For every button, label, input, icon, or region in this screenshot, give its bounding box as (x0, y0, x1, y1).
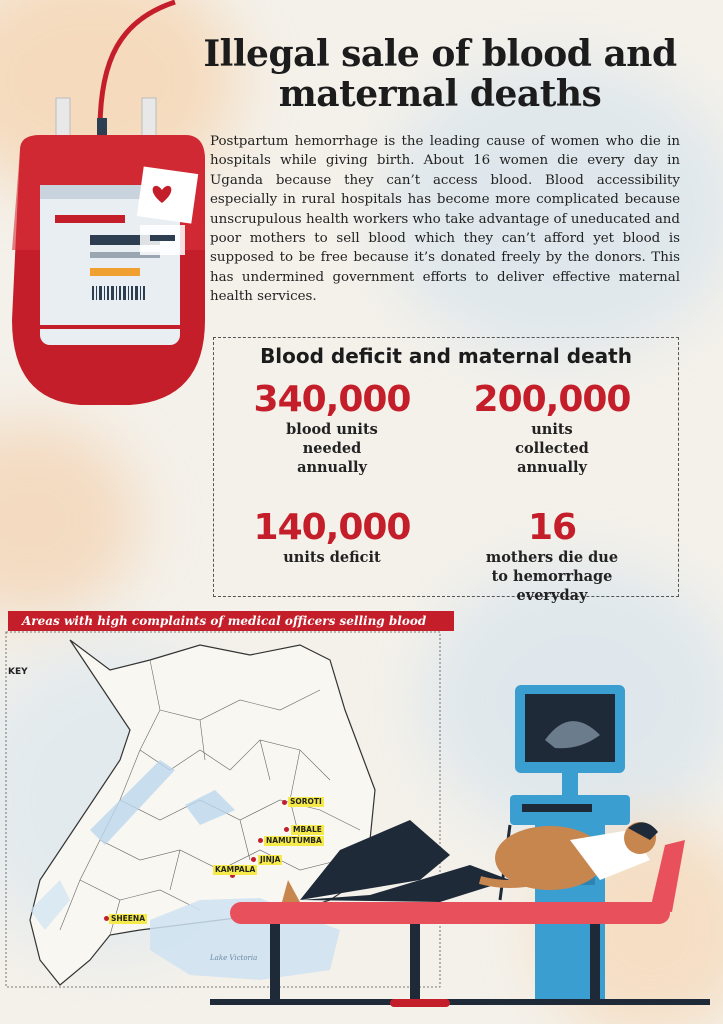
stat-label: mothers die due to hemorrhage everyday (485, 549, 619, 604)
stat-value: 16 (527, 507, 577, 548)
town-jinja: JINJA (260, 855, 281, 864)
stat-value: 340,000 (253, 379, 411, 420)
stats-box (213, 337, 679, 604)
town-sheena: SHEENA (111, 914, 146, 923)
stat-label: units collected annually (515, 421, 589, 476)
stat-label: units deficit (283, 549, 381, 566)
stat-value: 140,000 (253, 507, 411, 548)
stat-deaths (442, 508, 662, 605)
stats-title: Blood deficit and maternal death (260, 344, 632, 368)
stat-deficit (222, 508, 442, 567)
lake-label: Lake Victoria (210, 954, 258, 962)
stat-value: 200,000 (473, 379, 631, 420)
page-title: Illegal sale of blood and maternal deaths (203, 33, 677, 115)
town-kampala: KAMPALA (215, 865, 256, 874)
ultrasound-patient-illustration (210, 680, 723, 1024)
town-mbale: MBALE (293, 825, 322, 834)
map-key: KEY (8, 667, 28, 677)
town-soroti: SOROTI (290, 797, 322, 806)
map-banner: Areas with high complaints of medical officers selling blood (8, 611, 454, 631)
intro-paragraph: Postpartum hemorrhage is the leading cause of women who die in hospitals while giving birth. About 16 women die every day in Uganda because they can’t access blood. Blood accessibility especially in rural hospitals has become more complicated because unscrupulous health workers who take advantage of uneducated and poor mothers to sell blood which they can’t afford yet blood is supposed to be free because it’s donated freely by the donors. This has undermined government efforts to deliver effective maternal health services. (210, 134, 680, 305)
stat-collected (442, 380, 662, 477)
stat-needed (222, 380, 442, 477)
stat-label: blood units needed annually (286, 421, 378, 476)
town-namutumba: NAMUTUMBA (266, 836, 322, 845)
